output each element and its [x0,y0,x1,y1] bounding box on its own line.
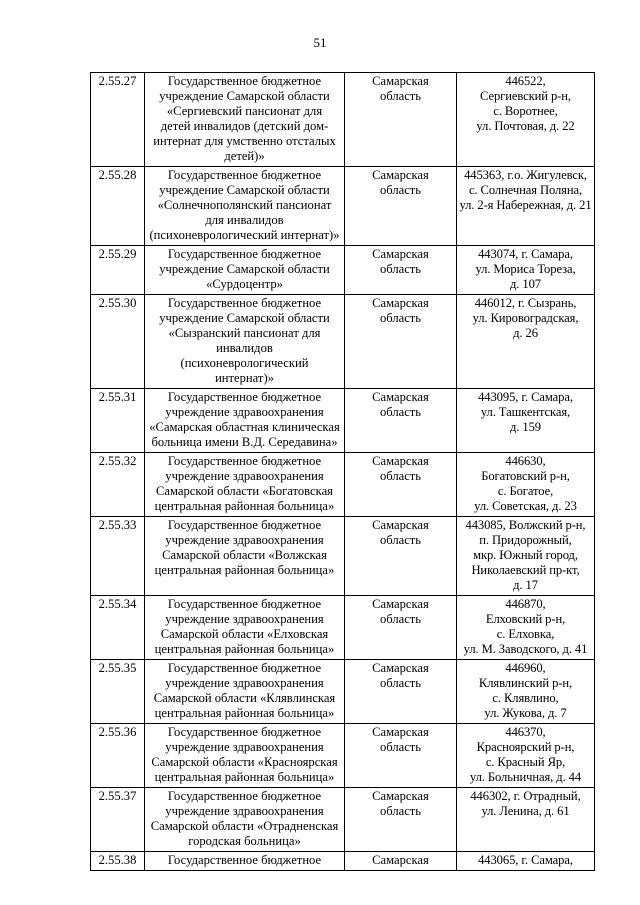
row-number: 2.55.35 [91,660,145,724]
region: Самарская [345,852,457,871]
region: Самарская область [345,389,457,453]
address: 446630, Богатовский р-н, с. Богатое, ул. Советская, д. 23 [457,453,595,517]
row-number: 2.55.31 [91,389,145,453]
region: Самарская область [345,295,457,389]
table-row [91,660,595,724]
table-row [91,246,595,295]
table-row [91,724,595,788]
table-row [91,596,595,660]
registry-table [90,72,595,871]
address: 443085, Волжский р-н, п. Придорожный, мкр. Южный город, Николаевский пр-кт, д. 17 [457,517,595,596]
table-row [91,517,595,596]
region: Самарская область [345,453,457,517]
row-number: 2.55.28 [91,167,145,246]
address: 443095, г. Самара, ул. Ташкентская, д. 159 [457,389,595,453]
row-number: 2.55.30 [91,295,145,389]
institution-name: Государственное бюджетное учреждение здравоохранения Самарской области «Богатовская центральная районная больница» [145,453,345,517]
row-number: 2.55.32 [91,453,145,517]
region: Самарская область [345,73,457,167]
address: 446302, г. Отрадный, ул. Ленина, д. 61 [457,788,595,852]
region: Самарская область [345,596,457,660]
institution-name: Государственное бюджетное [145,852,345,871]
row-number: 2.55.37 [91,788,145,852]
region: Самарская область [345,788,457,852]
institution-name: Государственное бюджетное учреждение Самарской области «Сызранский пансионат для инвалидов (психоневрологический интернат)» [145,295,345,389]
registry-table-body [91,73,595,871]
institution-name: Государственное бюджетное учреждение Самарской области «Сурдоцентр» [145,246,345,295]
row-number: 2.55.27 [91,73,145,167]
region: Самарская область [345,517,457,596]
institution-name: Государственное бюджетное учреждение здравоохранения Самарской области «Отрадненская городская больница» [145,788,345,852]
address: 445363, г.о. Жигулевск, с. Солнечная Поляна, ул. 2-я Набережная, д. 21 [457,167,595,246]
address: 443074, г. Самара, ул. Мориса Тореза, д. 107 [457,246,595,295]
address: 446012, г. Сызрань, ул. Кировоградская, д. 26 [457,295,595,389]
row-number: 2.55.38 [91,852,145,871]
row-number: 2.55.33 [91,517,145,596]
institution-name: Государственное бюджетное учреждение здравоохранения Самарской области «Елховская центральная районная больница» [145,596,345,660]
address: 446870, Елховский р-н, с. Елховка, ул. М. Заводского, д. 41 [457,596,595,660]
region: Самарская область [345,246,457,295]
row-number: 2.55.29 [91,246,145,295]
institution-name: Государственное бюджетное учреждение здравоохранения Самарской области «Красноярская центральная районная больница» [145,724,345,788]
table-row [91,852,595,871]
table-row [91,788,595,852]
institution-name: Государственное бюджетное учреждение Самарской области «Солнечнополянский пансионат для инвалидов (психоневрологический интернат)» [145,167,345,246]
region: Самарская область [345,724,457,788]
address: 446370, Красноярский р-н, с. Красный Яр, ул. Больничная, д. 44 [457,724,595,788]
institution-name: Государственное бюджетное учреждение Самарской области «Сергиевский пансионат для детей инвалидов (детский дом- интернат для умственно отсталых детей)» [145,73,345,167]
address: 446960, Клявлинский р-н, с. Клявлино, ул. Жукова, д. 7 [457,660,595,724]
table-row [91,73,595,167]
table-row [91,453,595,517]
row-number: 2.55.34 [91,596,145,660]
region: Самарская область [345,167,457,246]
page-number: 51 [313,35,327,50]
table-row [91,295,595,389]
institution-name: Государственное бюджетное учреждение здравоохранения Самарской области «Волжская центральная районная больница» [145,517,345,596]
address: 446522, Сергиевский р-н, с. Воротнее, ул. Почтовая, д. 22 [457,73,595,167]
institution-name: Государственное бюджетное учреждение здравоохранения Самарской области «Клявлинская центральная районная больница» [145,660,345,724]
institution-name: Государственное бюджетное учреждение здравоохранения «Самарская областная клиническая больница имени В.Д. Середавина» [145,389,345,453]
region: Самарская область [345,660,457,724]
table-row [91,167,595,246]
row-number: 2.55.36 [91,724,145,788]
address: 443065, г. Самара, [457,852,595,871]
table-row [91,389,595,453]
